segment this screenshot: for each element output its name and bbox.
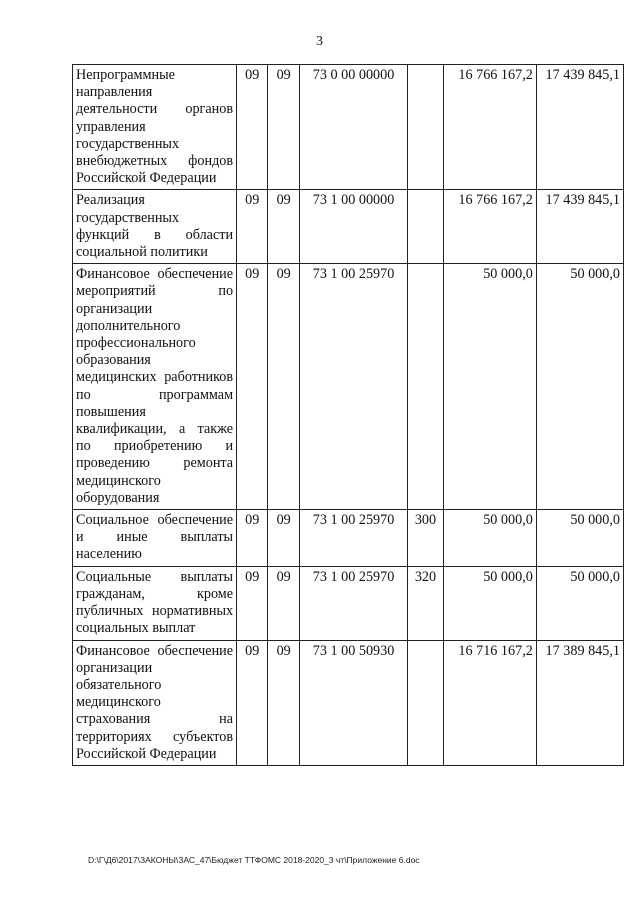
row-name: Непрограммные направления деятельности органов управления государственных внебюджетных фондов Российской Федерации xyxy=(73,65,237,190)
page-number: 3 xyxy=(316,34,323,49)
row-target-article: 73 0 00 00000 xyxy=(299,65,407,190)
row-section: 09 xyxy=(237,65,268,190)
row-section: 09 xyxy=(237,510,268,567)
row-target-article: 73 1 00 00000 xyxy=(299,190,407,264)
row-amount-year1: 50 000,0 xyxy=(443,264,536,510)
table-row xyxy=(73,264,624,510)
row-name: Реализация государственных функций в области социальной политики xyxy=(73,190,237,264)
row-section: 09 xyxy=(237,264,268,510)
row-expense-type xyxy=(408,190,443,264)
row-expense-type: 320 xyxy=(408,566,443,640)
row-amount-year2: 50 000,0 xyxy=(536,264,623,510)
row-target-article: 73 1 00 50930 xyxy=(299,640,407,765)
row-name: Финансовое обеспечение организации обязательного медицинского страхования на территориях субъектов Российской Федерации xyxy=(73,640,237,765)
table-row xyxy=(73,510,624,567)
row-subsection: 09 xyxy=(268,566,299,640)
row-expense-type xyxy=(408,65,443,190)
row-subsection: 09 xyxy=(268,510,299,567)
row-amount-year2: 17 439 845,1 xyxy=(536,190,623,264)
row-name: Социальное обеспечение и иные выплаты населению xyxy=(73,510,237,567)
row-subsection: 09 xyxy=(268,264,299,510)
row-section: 09 xyxy=(237,640,268,765)
row-amount-year2: 50 000,0 xyxy=(536,566,623,640)
table-row xyxy=(73,65,624,190)
row-expense-type: 300 xyxy=(408,510,443,567)
table-row xyxy=(73,566,624,640)
row-amount-year2: 50 000,0 xyxy=(536,510,623,567)
row-amount-year2: 17 439 845,1 xyxy=(536,65,623,190)
row-amount-year2: 17 389 845,1 xyxy=(536,640,623,765)
table-row xyxy=(73,190,624,264)
row-section: 09 xyxy=(237,190,268,264)
row-section: 09 xyxy=(237,566,268,640)
row-expense-type xyxy=(408,264,443,510)
row-target-article: 73 1 00 25970 xyxy=(299,510,407,567)
row-name: Социальные выплаты гражданам, кроме публичных нормативных социальных выплат xyxy=(73,566,237,640)
footer-file-path: D:\Г\Д6\2017\ЗАКОНЫ\ЗАС_47\Бюджет ТТФОМС 2018-2020_3 чт\Приложение 6.doc xyxy=(88,855,420,865)
row-subsection: 09 xyxy=(268,640,299,765)
budget-table xyxy=(72,64,624,766)
row-amount-year1: 16 766 167,2 xyxy=(443,190,536,264)
row-amount-year1: 16 766 167,2 xyxy=(443,65,536,190)
row-subsection: 09 xyxy=(268,65,299,190)
row-amount-year1: 16 716 167,2 xyxy=(443,640,536,765)
row-name: Финансовое обеспечение мероприятий по организации дополнительного профессионального образования медицинских работников по программам повышения квалификации, а также по приобретению и проведению ремонта медицинского оборудования xyxy=(73,264,237,510)
row-subsection: 09 xyxy=(268,190,299,264)
row-amount-year1: 50 000,0 xyxy=(443,510,536,567)
row-target-article: 73 1 00 25970 xyxy=(299,264,407,510)
row-amount-year1: 50 000,0 xyxy=(443,566,536,640)
row-expense-type xyxy=(408,640,443,765)
table-row xyxy=(73,640,624,765)
row-target-article: 73 1 00 25970 xyxy=(299,566,407,640)
